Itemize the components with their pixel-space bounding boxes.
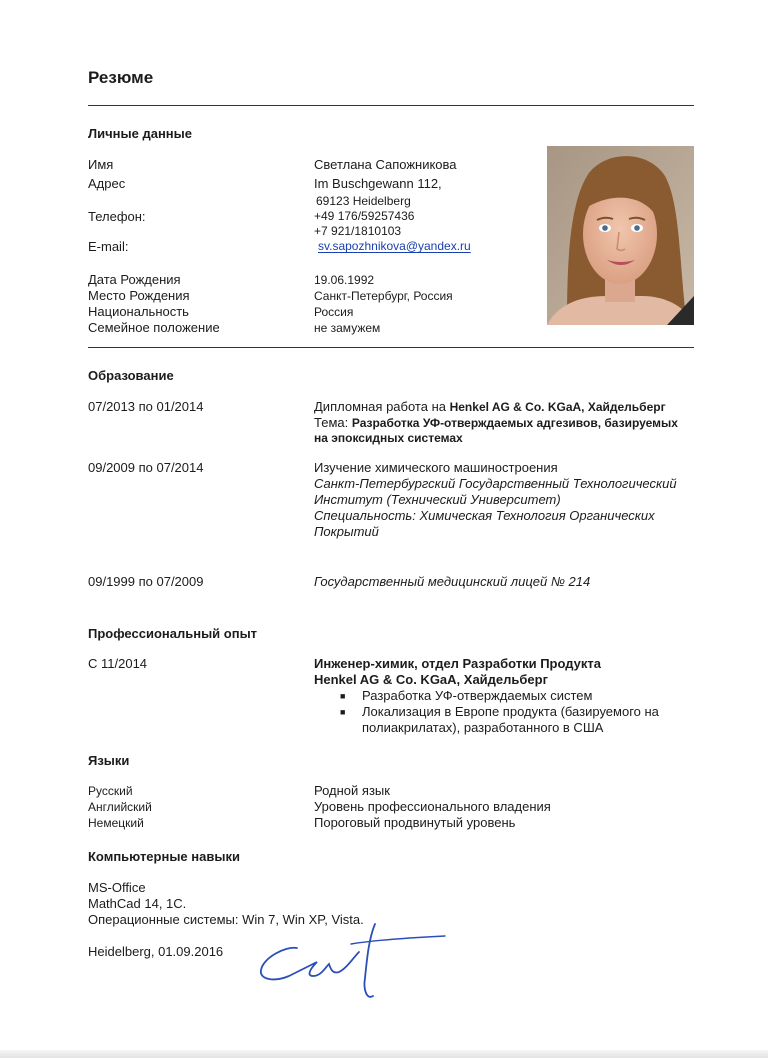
- education-entry-line: Изучение химического машиностроения: [314, 460, 558, 475]
- education-entry-line: Специальность: Химическая Технология Органических: [314, 508, 655, 523]
- profile-photo: [547, 146, 694, 325]
- birth-place-value: Санкт-Петербург, Россия: [314, 289, 453, 303]
- email-label: E-mail:: [88, 239, 129, 254]
- education-entry-line: на эпоксидных системах: [314, 431, 463, 445]
- education-period: 09/1999 по 07/2009: [88, 574, 204, 589]
- education-period: 09/2009 по 07/2014: [88, 460, 204, 475]
- experience-period: С 11/2014: [88, 656, 148, 671]
- nationality-label: Национальность: [88, 304, 189, 319]
- marital-label: Семейное положение: [88, 320, 220, 335]
- language-level: Пороговый продвинутый уровень: [314, 815, 516, 830]
- section-heading-education: Образование: [88, 368, 174, 383]
- address-line2: 69123 Heidelberg: [316, 194, 411, 208]
- language-level: Уровень профессионального владения: [314, 799, 551, 814]
- computer-skill: MathCad 14, 1C.: [88, 896, 187, 911]
- birth-date-label: Дата Рождения: [88, 272, 181, 287]
- language-level: Родной язык: [314, 783, 390, 798]
- section-heading-personal: Личные данные: [88, 126, 192, 141]
- education-entry-line: Санкт-Петербургский Государственный Технологический: [314, 476, 677, 491]
- section-heading-experience: Профессиональный опыт: [88, 626, 258, 641]
- scan-edge: [0, 1050, 768, 1058]
- language-name: Русский: [88, 784, 133, 798]
- birth-date-value: 19.06.1992: [314, 273, 375, 287]
- education-entry-line: Покрытий: [314, 524, 379, 539]
- education-entry-line: Государственный медицинский лицей № 214: [314, 574, 591, 589]
- email-link[interactable]: sv.sapozhnikova@yandex.ru: [318, 239, 471, 253]
- phone-1: +49 176/59257436: [314, 209, 415, 223]
- computer-skill: Операционные системы: Win 7, Win XP, Vista.: [88, 912, 364, 927]
- place-date: Heidelberg, 01.09.2016: [88, 944, 224, 959]
- name-label: Имя: [88, 157, 114, 172]
- experience-bullet-continuation: полиакрилатах), разработанного в США: [362, 720, 604, 735]
- handwritten-signature: [255, 918, 450, 1003]
- education-entry-line: Тема: Разработка УФ-отверждаемых адгезивов, базируемых: [314, 415, 678, 430]
- bullet-icon: ■: [340, 691, 346, 701]
- birth-place-label: Место Рождения: [88, 288, 190, 303]
- experience-position: Инженер-химик, отдел Разработки Продукта: [314, 656, 601, 671]
- education-entry-line: Дипломная работа на Henkel AG & Co. KGaA, Хайдельберг: [314, 399, 666, 414]
- education-entry-line: Институт (Технический Университет): [314, 492, 561, 507]
- nationality-value: Россия: [314, 305, 354, 319]
- education-period: 07/2013 по 01/2014: [88, 399, 204, 414]
- portrait-image: [547, 146, 694, 325]
- section-heading-computer: Компьютерные навыки: [88, 849, 240, 864]
- resume-page: Резюме Личные данные Имя Светлана Сапожникова Адрес Im Buschgewann 112, 69123 Heidelberg Телефон: +49 176/59257436 +7 921/1810103 E-mail: sv.sapozhnikova@yandex.ru Дата Рождения 19.06.1992 Место Рождения Санкт-Петербург, Россия Национальность Россия Семейное положение не замужем Образование 07/2013 по 01/2014 Дипломная работа на Henkel AG & Co. KGaA, Хайдельберг Тема: Разработка УФ-отверждаемых адгезивов, базируемых на эпоксидных системах 09/2009 по 07/2014 Изучение химического машиностроения Санкт-Петербургский Государственный Технологический Институт (Технический Университет) Специальность: Химическая Технология Органических Покрытий 09/1999 по 07/2009 Государственный медицинский лицей № 214 Профессиональный опыт С 11/2014 Инженер-химик, отдел Разработки Продукта Henkel AG & Co. KGaA, Хайдельберг ■ Разработка УФ-отверждаемых систем ■ Локализация в Европе продукта (базируемого на полиакрилатах), разработанного в США Языки Русский Родной язык Английский Уровень профессионального владения Немецкий Пороговый продвинутый уровень Компьютерные навыки MS-Office MathCad 14, 1C. Операционные системы: Win 7, Win XP, Vista. Heidelberg, 01.09.2016: [0, 0, 768, 1058]
- page-title: Резюме: [88, 68, 154, 87]
- marital-value: не замужем: [314, 321, 381, 335]
- name-value: Светлана Сапожникова: [314, 157, 457, 172]
- divider: [88, 347, 694, 348]
- bullet-icon: ■: [340, 707, 346, 717]
- address-line1: Im Buschgewann 112,: [314, 176, 442, 191]
- computer-skill: MS-Office: [88, 880, 146, 895]
- phone-label: Телефон:: [88, 209, 146, 224]
- divider: [88, 105, 694, 106]
- section-heading-languages: Языки: [88, 753, 130, 768]
- experience-company: Henkel AG & Co. KGaA, Хайдельберг: [314, 672, 549, 687]
- phone-2: +7 921/1810103: [314, 224, 402, 238]
- language-name: Немецкий: [88, 816, 144, 830]
- address-label: Адрес: [88, 176, 126, 191]
- language-name: Английский: [88, 800, 152, 814]
